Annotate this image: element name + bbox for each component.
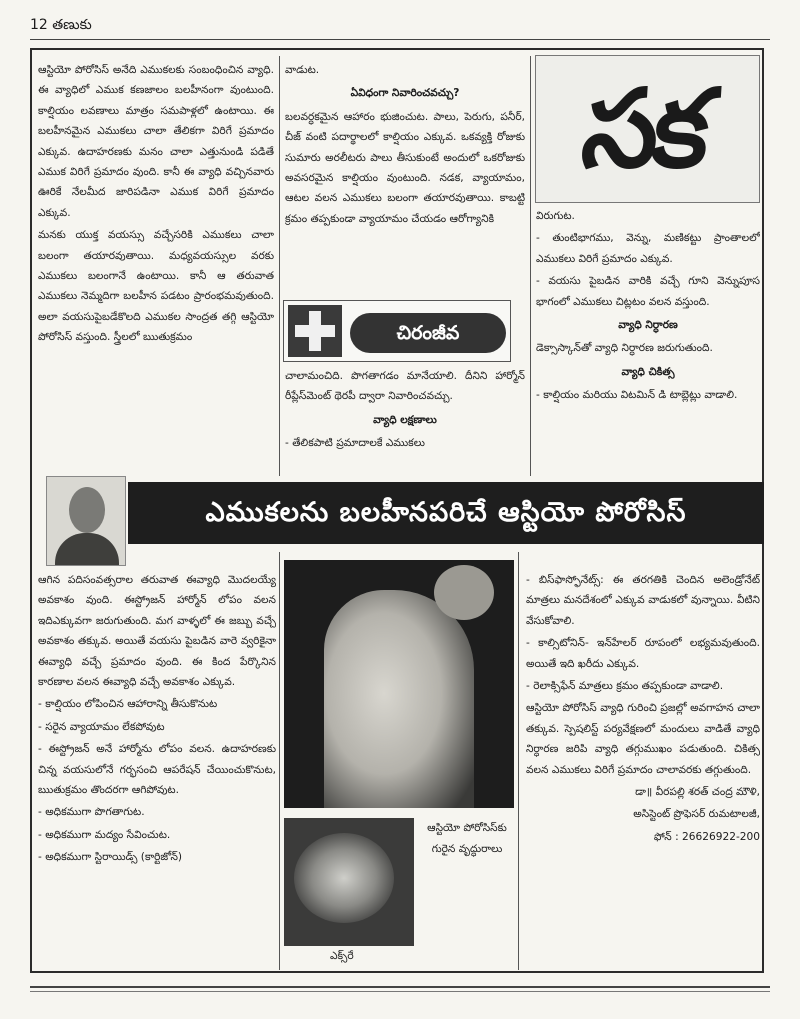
col3-subhead-diagnosis: వ్యాధి నిర్ధారణ: [618, 319, 678, 332]
col3-para-1: డెక్సాస్కాన్‌తో వ్యాధి నిర్ధారణ జరుగుతుంది.: [536, 342, 713, 355]
col4-item-2: - సరైన వ్యాయామం లేకపోవుట: [38, 720, 165, 733]
col6-item-2: - కాల్సిటోనిన్- ఇన్‌హేలర్ రూపంలో లభ్యమవుతుంది. అయితే ఇది ఖరీదు ఎక్కువ.: [526, 637, 760, 670]
section-logo: [535, 55, 760, 203]
banner-label: చిరంజీవ: [350, 313, 506, 353]
chiranjeeva-banner: [283, 300, 511, 362]
col2-line-1: వాడుట.: [285, 64, 320, 76]
column-divider: [279, 56, 280, 476]
col3-line-1: విరుగుట.: [536, 210, 575, 222]
author-head: [69, 487, 105, 533]
col6-item-3: - రెలాక్సిఫేన్ మాత్రలు క్రమం తప్పకుండా వాడాలి.: [526, 680, 724, 693]
column-1: [38, 60, 274, 478]
article-headline: ఎముకలను బలహీనపరిచే ఆస్టియో పోరోసిస్: [128, 482, 764, 544]
col2-item-1: - తేలికపాటి ప్రమాదాలకే ఎముకలు: [285, 437, 425, 450]
col2-subhead-prevention: ఏవిధంగా నివారించవచ్చు?: [350, 87, 460, 100]
author-body: [55, 533, 119, 566]
column-6: [526, 570, 760, 970]
column-divider: [279, 552, 280, 970]
author-photo: [46, 476, 126, 566]
author-phone: ఫోన్ : 26626922-200: [653, 830, 760, 843]
col2-para-1: బలవర్ధకమైన ఆహారం భుజించుట. పాలు, పెరుగు, పనీర్, చీజ్ వంటి పదార్థాలలో కాల్షియం ఎక్కువ. ఒకవ్యక్తి రోజుకు సుమారు అరలీటరు పాలు తీసుకుంటే అందులో ఒకరోజుకు అవసరమైన కాల్షియం వుంటుంది. నడక, వ్యాయామం, ఆటల వలన ఎముకలు బలంగా తయారవుతాయి. కాబట్టి క్రమం తప్పకుండా వ్యాయామం చేయడం ఆరోగ్యానికి: [285, 110, 525, 225]
col4-item-4: - అధికముగా పొగతాగుట.: [38, 806, 145, 819]
col6-item-1: - బిస్‌ఫాస్ఫోనేట్స్: ఈ తరగతికి చెందిన అలెండ్రోనేట్ మాత్రలు మనదేశంలో ఎక్కువ వాడుకలో వున్నాయి. వీటిని వేసుకోవాలి.: [526, 574, 760, 627]
col4-item-1: - కాల్షియం లోపించిన ఆహారాన్ని తీసుకొనుట: [38, 698, 218, 711]
page-header: 12 తణుకు: [30, 10, 770, 40]
col1-para-1: ఆస్టియో పోరోసిస్ అనేది ఎముకలకు సంబంధించిన వ్యాధి. ఈ వ్యాధిలో ఎముక కణజాలం బలహీనంగా వుంటుంది. కాల్షియం లవణాలు మాత్రం సమపాళ్లలో ఉంటాయి. ఈ బలహీనమైన ఎముకలు చాలా తేలికగా విరిగే ప్రమాదం ఎక్కువ. ఉదాహరణకు మనం చాలా ఎత్తునుండి పడితే ఎముక విరిగే ప్రమాదం వుంది. కానీ ఈ వ్యాధి వచ్చినవారు ఊరికే నేలమీద జారిపడినా ఎముక విరిగే ప్రమాదం ఎక్కువ.: [38, 64, 274, 219]
column-3: [536, 206, 760, 478]
col4-item-3: - ఈస్ట్రోజన్ అనే హార్మోను లోపం వలన. ఉదాహరణకు చిన్న వయసులోనే గర్భసంచి ఆపరేషన్ చేయించుకొనుట, ఋతుక్రమం తొందరగా ఆగిపోవుట.: [38, 743, 276, 797]
bottom-rule: [30, 986, 770, 992]
col3-item-3: - కాల్షియం మరియు విటమిన్ డి టాబ్లెట్లు వాడాలి.: [536, 389, 738, 402]
column-divider: [530, 56, 531, 476]
elderly-woman-photo: [284, 560, 514, 808]
col3-item-1: - తుంటిభాగము, వెన్ను, మణికట్టు ప్రాంతాలలో ఎముకలు విరిగే ప్రమాదం ఎక్కువ.: [536, 232, 760, 265]
photo-head: [434, 565, 494, 620]
col4-para-1: ఆగిన పదిసంవత్సరాల తరువాత ఈవ్యాధి మొదలయ్యే అవకాశం వుంది. ఈస్ట్రోజన్ హార్మోన్ లోపం వలన ఇదిఎక్కువగా జరుగుతుంది. మగ వాళ్ళలో ఈ జబ్బు వచ్చే అవకాశం తక్కువ. అయితే వయసు పైబడిన వారె వ్వరికైనా ఈవ్యాధి వచ్చే ప్రమాదం వుంది. ఈ కింద పేర్కొనిన కారణాల వలన ఈవ్యాధి వచ్చే అవకాశం ఎక్కువ.: [38, 574, 276, 689]
col4-item-6: - అధికముగా స్టిరాయిడ్స్ (కార్టిజోన్): [38, 851, 183, 864]
medical-cross-icon: [288, 305, 342, 357]
photo-caption: ఆస్టియో పోరోసిస్‌కు గురైన వృద్ధురాలు: [427, 822, 507, 855]
column-2-bottom: [285, 366, 525, 478]
col2-para-2: చాలామంచిది. పొగతాగడం మానేయాలి. దీనిని హార్మోన్ రీప్లేస్‌మెంట్ థెరపీ ద్వారా నివారించవచ్చు.: [285, 370, 525, 403]
col6-para-1: ఆస్టియో పోరోసిస్ వ్యాధి గురించి ప్రజల్లో అవగాహన చాలా తక్కువ. స్పెషలిస్ట్ పర్యవేక్షణలో మందులు వాడితే వ్యాధి నిర్ధారణ జరిపి వ్యాధి తగ్గుముఖం పడుతుంది. చికిత్స వలన ఎముకలు విరిగే ప్రమాదం చాలావరకు తగ్గుతుంది.: [526, 702, 760, 776]
col3-item-2: - వయసు పైబడిన వారికి వచ్చే గూని వెన్నుపూస భాగంలో ఎముకలు చిట్లటం వలన వస్తుంది.: [536, 275, 760, 308]
xray-glow: [294, 833, 394, 923]
col3-subhead-treatment: వ్యాధి చికిత్స: [621, 365, 675, 378]
col4-item-5: - అధికముగా మద్యం సేవించుట.: [38, 828, 171, 841]
logo-text: సక: [575, 66, 714, 192]
col1-para-2: మనకు యుక్త వయస్సు వచ్చేసరికి ఎముకలు చాలా బలంగా తయారవుతాయి. మధ్యవయస్సుల వరకు ఎముకలు బలంగానే ఉంటాయి. కానీ ఆ తరువాత ఎముకలు నెమ్మదిగా బలహీన పడటం ప్రారంభమవుతుంది. అలా వయసుపైబడేకొలది ఎముకల సాంద్రత తగ్గి ఆస్టియో పోరోసిస్ వస్తుంది. స్త్రీలలో ఋతుక్రమం: [38, 229, 274, 344]
col2-subhead-symptoms: వ్యాధి లక్షణాలు: [373, 413, 437, 426]
column-2-top: [285, 60, 525, 298]
column-4: [38, 570, 276, 970]
column-divider: [518, 552, 519, 970]
author-name: డా॥ వీరపల్లి శరత్ చంద్ర మౌళి,: [635, 786, 760, 799]
xray-caption: ఎక్స్‌రే: [330, 950, 354, 962]
author-title: అసిస్టెంట్ ప్రొఫెసర్ రుమటాలజీ,: [633, 808, 760, 821]
photo-figure: [324, 590, 474, 808]
xray-photo: [284, 818, 414, 946]
